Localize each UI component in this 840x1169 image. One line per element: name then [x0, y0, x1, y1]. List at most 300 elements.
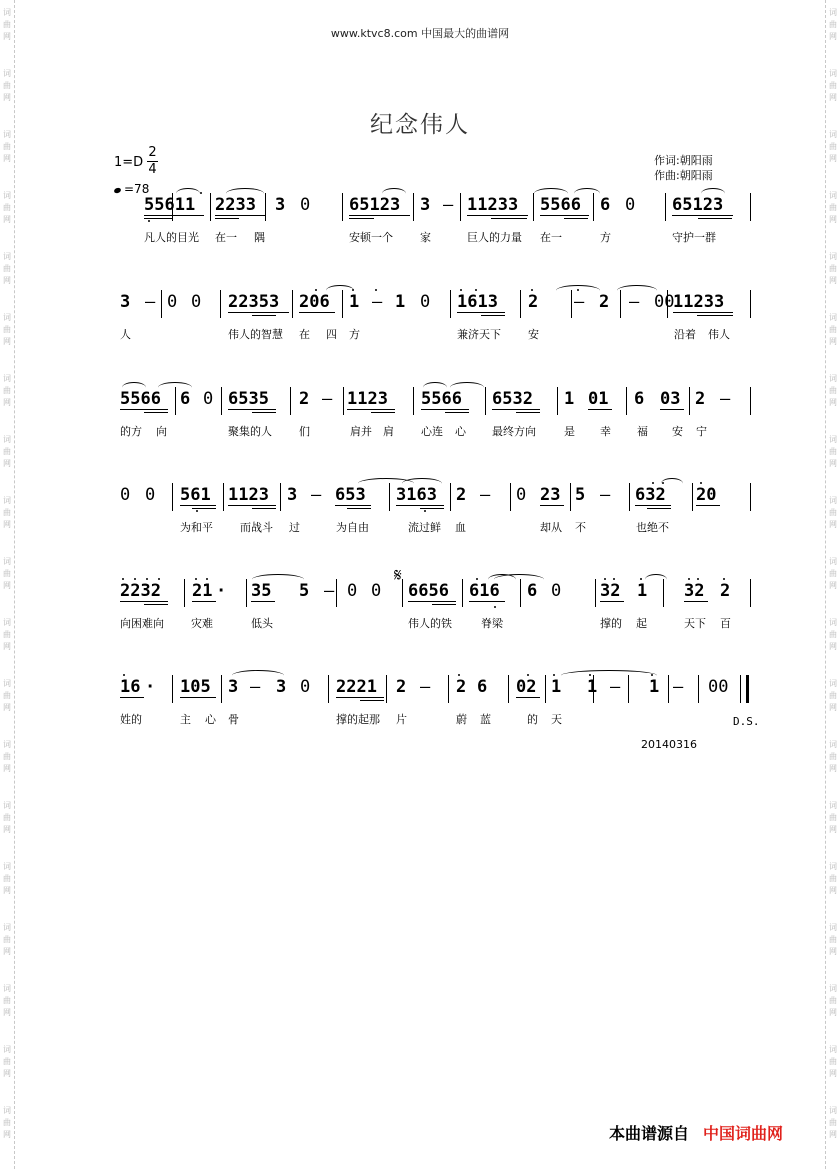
note-group: 6 — [634, 389, 645, 409]
watermark-glyph: 网 — [829, 337, 837, 346]
watermark-glyph: 词 — [3, 618, 11, 627]
note-group: 2 — [720, 581, 731, 601]
bar-line — [448, 675, 449, 703]
watermark-glyph: 曲 — [829, 508, 837, 517]
lyric: 凡人的目光 — [144, 231, 199, 244]
octave-dot — [158, 578, 160, 580]
watermark-glyph: 曲 — [829, 691, 837, 700]
watermark-glyph: 网 — [829, 93, 837, 102]
watermark-glyph: 词 — [829, 801, 837, 810]
note-group: 03 — [660, 389, 681, 409]
lyric: 隅 — [254, 231, 265, 244]
octave-dot — [527, 674, 529, 676]
lyric: 骨 — [228, 713, 239, 726]
note-group: 6535 — [228, 389, 269, 409]
bar-line — [386, 675, 387, 703]
lyric: 安 — [672, 425, 683, 438]
lyric: 蔚 — [456, 713, 467, 726]
watermark-glyph: 曲 — [3, 325, 11, 334]
rest-symbol: – — [480, 485, 491, 505]
note-group: 20 — [696, 485, 717, 505]
note-group: 5566 — [421, 389, 462, 409]
duration-underline — [684, 601, 708, 602]
slur-arc — [574, 188, 600, 199]
bar-line — [668, 675, 669, 703]
note-group: 55611 — [144, 195, 196, 215]
slur-arc — [382, 188, 406, 199]
watermark-glyph: 曲 — [3, 142, 11, 151]
watermark-glyph: 网 — [3, 581, 11, 590]
duration-underline — [228, 409, 276, 410]
rest-symbol: 0 — [120, 485, 131, 505]
duration-underline — [457, 312, 505, 313]
watermark-glyph: 网 — [3, 93, 11, 102]
bar-line — [665, 193, 666, 221]
watermark-glyph: 词 — [3, 374, 11, 383]
lyricist: 作词:朝阳雨 — [654, 154, 713, 167]
lyric: 宁 — [696, 425, 707, 438]
bar-line — [750, 483, 751, 511]
duration-underline — [491, 218, 527, 219]
bar-line — [462, 579, 463, 607]
watermark-glyph: 网 — [3, 1069, 11, 1078]
duration-underline — [180, 505, 216, 506]
duration-underline — [360, 700, 384, 701]
note-group: 206 — [299, 292, 330, 312]
note-group: 11233 — [467, 195, 519, 215]
watermark-glyph: 词 — [3, 1106, 11, 1115]
watermark-glyph: 网 — [3, 276, 11, 285]
bar-line — [413, 387, 414, 415]
rest-symbol: 0 — [167, 292, 178, 312]
lyric: 安 — [528, 328, 539, 341]
watermark-glyph: 词 — [3, 679, 11, 688]
watermark-glyph: 曲 — [829, 813, 837, 822]
note-group: 3 — [120, 292, 131, 312]
bar-line — [342, 193, 343, 221]
bar-line — [750, 579, 751, 607]
watermark-glyph: 网 — [829, 215, 837, 224]
bar-line — [485, 387, 486, 415]
lyric: 在一 — [215, 231, 237, 244]
note-group: 5 — [299, 581, 310, 601]
duration-underline — [445, 412, 469, 413]
tempo-marking — [114, 182, 149, 196]
lyric: 在 — [299, 328, 310, 341]
rest-symbol: 0 — [371, 581, 382, 601]
watermark-glyph: 网 — [829, 764, 837, 773]
slur-arc — [122, 382, 146, 393]
lyric: 福 — [637, 425, 648, 438]
bar-line — [520, 290, 521, 318]
duration-underline — [252, 412, 276, 413]
bar-line — [210, 193, 211, 221]
lyric: 撑的 — [600, 617, 622, 630]
watermark-glyph: 曲 — [3, 691, 11, 700]
note-group: 105 — [180, 677, 211, 697]
watermark-glyph: 网 — [829, 886, 837, 895]
note-group: 3 — [275, 195, 286, 215]
octave-dot — [723, 578, 725, 580]
note-group: 1613 — [457, 292, 498, 312]
duration-underline — [396, 505, 444, 506]
duration-underline — [120, 601, 168, 602]
octave-dot — [134, 578, 136, 580]
footer-source: 本曲谱源自 — [609, 1124, 690, 1143]
duration-underline — [698, 218, 732, 219]
bar-line — [545, 675, 546, 703]
bar-line — [750, 387, 751, 415]
watermark-glyph: 曲 — [3, 81, 11, 90]
note-group: 5 — [575, 485, 586, 505]
lyric: 伟人 — [708, 328, 730, 341]
watermark-glyph: 网 — [829, 581, 837, 590]
note-group: 1 — [637, 581, 648, 601]
watermark-glyph: 词 — [3, 252, 11, 261]
octave-dot — [146, 578, 148, 580]
watermark-glyph: 网 — [829, 32, 837, 41]
rest-symbol: – — [250, 677, 261, 697]
duration-underline — [252, 508, 276, 509]
watermark-glyph: 词 — [3, 69, 11, 78]
lyric: 肩并 — [350, 425, 372, 438]
lyric: 不 — [575, 521, 586, 534]
duration-underline — [408, 601, 456, 602]
octave-dot — [196, 510, 198, 512]
lyric: 为自由 — [336, 521, 369, 534]
watermark-glyph: 曲 — [3, 386, 11, 395]
note-group: 632 — [635, 485, 666, 505]
octave-dot — [688, 578, 690, 580]
watermark-glyph: 网 — [829, 1008, 837, 1017]
lyric: 撑的起那 — [336, 713, 380, 726]
duration-underline — [420, 508, 444, 509]
rest-symbol: – — [720, 389, 731, 409]
note-group: 6 — [527, 581, 538, 601]
bar-line — [692, 483, 693, 511]
duration-underline — [421, 409, 469, 410]
watermark-glyph: 网 — [3, 398, 11, 407]
duration-underline — [228, 505, 276, 506]
lyric: 向困难向 — [120, 617, 164, 630]
watermark-glyph: 词 — [829, 69, 837, 78]
note-group: 35 — [251, 581, 272, 601]
watermark-glyph: 曲 — [829, 81, 837, 90]
bar-line — [172, 193, 173, 221]
lyric: 而战斗 — [240, 521, 273, 534]
watermark-glyph: 词 — [829, 679, 837, 688]
watermark-glyph: 曲 — [3, 447, 11, 456]
duration-underline — [481, 315, 505, 316]
bar-line — [450, 290, 451, 318]
bar-line — [221, 387, 222, 415]
final-bar-line — [746, 675, 749, 703]
watermark-glyph: 网 — [3, 520, 11, 529]
duration-underline — [432, 604, 456, 605]
duration-underline — [647, 508, 671, 509]
lyric: 人 — [120, 328, 131, 341]
watermark-glyph: 网 — [3, 337, 11, 346]
octave-dot — [662, 482, 664, 484]
rest-symbol: – — [443, 195, 454, 215]
note-group: 2233 — [215, 195, 256, 215]
duration-underline — [215, 218, 239, 219]
slur-arc — [494, 574, 544, 585]
bar-line — [172, 675, 173, 703]
rest-symbol: 0 — [625, 195, 636, 215]
final-bar-line — [740, 675, 741, 703]
note-group: 2 — [599, 292, 610, 312]
octave-dot — [697, 578, 699, 580]
rest-symbol: – — [629, 292, 640, 312]
slur-arc — [450, 382, 484, 393]
watermark-glyph: 词 — [829, 435, 837, 444]
bar-line — [246, 579, 247, 607]
watermark-glyph: 曲 — [829, 142, 837, 151]
watermark-glyph: 网 — [3, 703, 11, 712]
slur-arc — [701, 188, 725, 199]
lyric: 血 — [455, 521, 466, 534]
rest-symbol: – — [324, 581, 335, 601]
octave-dot — [148, 220, 150, 222]
duration-underline — [349, 215, 410, 216]
watermark-glyph: 网 — [829, 1069, 837, 1078]
bar-line — [290, 387, 291, 415]
octave-dot — [476, 578, 478, 580]
duration-underline — [144, 215, 204, 216]
lyric: 片 — [396, 713, 407, 726]
duration-underline — [336, 697, 384, 698]
watermark-glyph: 词 — [829, 130, 837, 139]
duration-underline — [335, 505, 371, 506]
left-watermark-strip — [0, 0, 15, 1169]
rest-symbol: – — [673, 677, 684, 697]
octave-dot — [200, 192, 202, 194]
duration-underline — [371, 412, 395, 413]
note-group: 6656 — [408, 581, 449, 601]
note-group: 32 — [600, 581, 621, 601]
octave-dot — [531, 289, 533, 291]
watermark-glyph: 网 — [3, 642, 11, 651]
watermark-glyph: 网 — [3, 459, 11, 468]
octave-dot — [458, 674, 460, 676]
duration-underline — [697, 315, 733, 316]
bar-line — [343, 387, 344, 415]
site-header: www.ktvc8.com 中国最大的曲谱网 — [330, 27, 510, 40]
bar-line — [413, 193, 414, 221]
watermark-glyph: 曲 — [3, 508, 11, 517]
lyric: 肩 — [383, 425, 394, 438]
watermark-glyph: 曲 — [3, 874, 11, 883]
rest-symbol: – — [372, 292, 383, 312]
lyric: 姓的 — [120, 713, 142, 726]
rest-symbol: 0 — [191, 292, 202, 312]
watermark-glyph: 曲 — [3, 996, 11, 1005]
rest-symbol: 0 — [347, 581, 358, 601]
octave-dot — [640, 578, 642, 580]
watermark-glyph: 词 — [3, 557, 11, 566]
duration-underline — [299, 312, 335, 313]
duration-underline — [144, 218, 172, 219]
duration-underline — [251, 601, 275, 602]
lyric: 向 — [156, 425, 167, 438]
watermark-glyph: 网 — [829, 642, 837, 651]
footer-brand[interactable]: 中国词曲网 — [703, 1124, 784, 1143]
note-group: 23 — [540, 485, 561, 505]
bar-line — [629, 483, 630, 511]
duration-underline — [347, 409, 395, 410]
note-group: 3 — [420, 195, 431, 215]
watermark-glyph: 词 — [829, 374, 837, 383]
lyric: 心 — [455, 425, 466, 438]
duration-underline — [467, 215, 528, 216]
watermark-glyph: 网 — [3, 825, 11, 834]
note-group: 3 — [287, 485, 298, 505]
watermark-glyph: 网 — [829, 703, 837, 712]
note-group: 32 — [684, 581, 705, 601]
watermark-glyph: 曲 — [829, 325, 837, 334]
watermark-glyph: 词 — [3, 313, 11, 322]
bar-line — [184, 579, 185, 607]
rest-symbol: 0 — [551, 581, 562, 601]
note-group: 65123 — [672, 195, 724, 215]
lyric: 安顿一个 — [349, 231, 393, 244]
watermark-glyph: 词 — [3, 740, 11, 749]
watermark-glyph: 曲 — [829, 935, 837, 944]
duration-underline — [540, 505, 564, 506]
lyric: 伟人的铁 — [408, 617, 452, 630]
bar-line — [667, 290, 668, 318]
watermark-glyph: 词 — [3, 923, 11, 932]
lyric: 心 — [205, 713, 216, 726]
bar-line — [750, 193, 751, 221]
note-group: 2 — [456, 485, 467, 505]
watermark-glyph: 网 — [3, 886, 11, 895]
lyric: 天 — [551, 713, 562, 726]
watermark-glyph: 网 — [3, 154, 11, 163]
octave-dot — [475, 289, 477, 291]
duration-underline — [192, 601, 216, 602]
slur-arc — [252, 574, 304, 585]
watermark-glyph: 网 — [829, 520, 837, 529]
duration-underline — [588, 409, 612, 410]
watermark-glyph: 词 — [3, 191, 11, 200]
watermark-glyph: 网 — [829, 947, 837, 956]
duration-underline — [673, 312, 733, 313]
slur-arc — [423, 382, 447, 393]
bar-line — [595, 579, 596, 607]
note-group: 2221 — [336, 677, 377, 697]
lyric: 伟人的智慧 — [228, 328, 283, 341]
note-group: 2 — [528, 292, 539, 312]
watermark-glyph: 曲 — [829, 752, 837, 761]
duration-underline — [228, 312, 289, 313]
duration-underline — [540, 215, 589, 216]
note-group: 2 — [396, 677, 407, 697]
lyric: 心连 — [421, 425, 443, 438]
duration-underline — [469, 601, 505, 602]
slur-arc — [402, 478, 442, 489]
rest-symbol: 00 — [708, 677, 729, 697]
tempo-value: =78 — [124, 182, 150, 196]
watermark-glyph: 曲 — [829, 447, 837, 456]
lyric: 百 — [720, 617, 731, 630]
watermark-glyph: 网 — [3, 1130, 11, 1139]
note-group: 2 — [299, 389, 310, 409]
octave-dot — [589, 674, 591, 676]
rest-symbol: 0 — [145, 485, 156, 505]
slur-arc — [232, 670, 284, 681]
bar-line — [336, 579, 337, 607]
bar-line — [698, 675, 699, 703]
note-group: 02 — [516, 677, 537, 697]
slur-arc — [645, 574, 667, 585]
watermark-glyph: 词 — [829, 313, 837, 322]
duration-underline — [696, 505, 720, 506]
rest-symbol: – — [145, 292, 156, 312]
slur-arc — [617, 285, 657, 296]
watermark-glyph: 网 — [829, 825, 837, 834]
duration-underline — [564, 218, 588, 219]
note-group: 1 — [395, 292, 406, 312]
octave-dot — [352, 289, 354, 291]
duration-underline — [349, 218, 374, 219]
watermark-glyph: 词 — [829, 1045, 837, 1054]
rest-symbol: 0 — [300, 677, 311, 697]
watermark-glyph: 词 — [829, 923, 837, 932]
rest-symbol: 0 — [300, 195, 311, 215]
watermark-glyph: 词 — [3, 8, 11, 17]
watermark-glyph: 网 — [829, 154, 837, 163]
rest-symbol: – — [420, 677, 431, 697]
credits — [654, 153, 713, 183]
octave-dot — [195, 578, 197, 580]
watermark-glyph: 网 — [3, 764, 11, 773]
lyric: 聚集的人 — [228, 425, 272, 438]
watermark-glyph: 词 — [829, 191, 837, 200]
octave-dot — [123, 674, 125, 676]
watermark-glyph: 词 — [829, 252, 837, 261]
watermark-glyph: 网 — [3, 947, 11, 956]
octave-dot — [613, 578, 615, 580]
rest-symbol: – — [311, 485, 322, 505]
duration-underline — [144, 604, 168, 605]
watermark-glyph: 词 — [829, 557, 837, 566]
note-group: 6 — [477, 677, 488, 697]
watermark-glyph: 曲 — [3, 813, 11, 822]
watermark-glyph: 词 — [3, 1045, 11, 1054]
bar-line — [508, 675, 509, 703]
duration-underline — [492, 409, 540, 410]
octave-dot — [553, 674, 555, 676]
note-group: 3 — [228, 677, 239, 697]
slur-arc — [326, 285, 354, 296]
watermark-glyph: 曲 — [3, 752, 11, 761]
segno-icon: 𝄋 — [394, 565, 402, 586]
key-signature: 1=D — [114, 155, 144, 170]
note-group: 1123 — [228, 485, 269, 505]
octave-dot — [460, 289, 462, 291]
lyric: 沿着 — [674, 328, 696, 341]
watermark-glyph: 词 — [829, 8, 837, 17]
duration-underline — [192, 508, 216, 509]
slur-arc — [561, 670, 657, 681]
rest-symbol: – — [600, 485, 611, 505]
time-signature-bottom: 4 — [148, 162, 157, 177]
bar-line — [626, 387, 627, 415]
lyric: 在一 — [540, 231, 562, 244]
watermark-glyph: 网 — [829, 459, 837, 468]
